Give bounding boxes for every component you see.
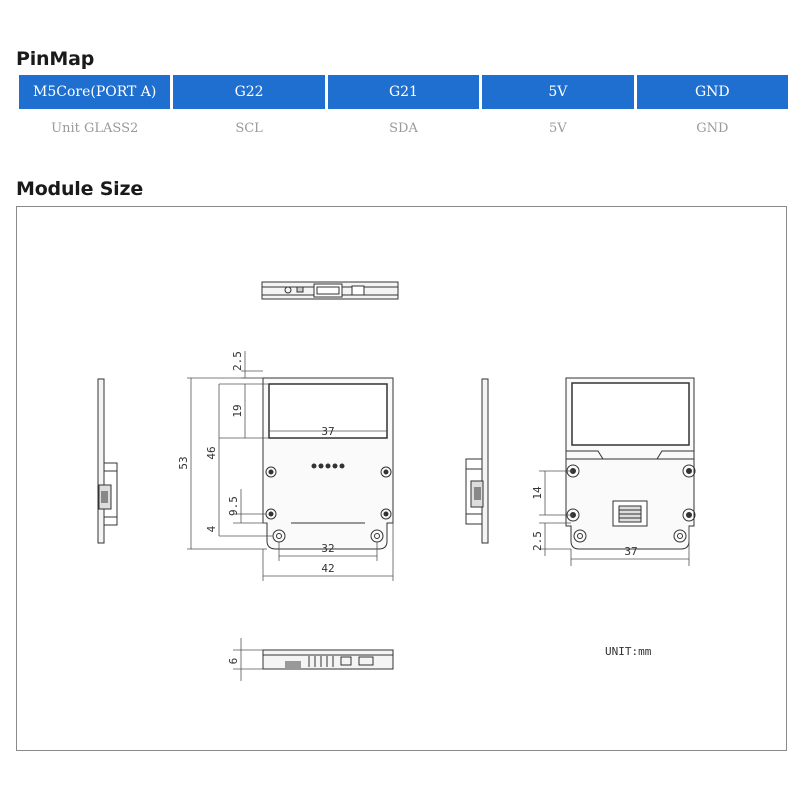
pinmap-cell: SCL: [235, 120, 263, 136]
right-side-view: [466, 379, 488, 543]
back-connector: [613, 501, 647, 526]
pinmap-cell: GND: [696, 120, 729, 136]
module-size-heading: Module Size: [16, 178, 144, 200]
pinmap-cell: SDA: [389, 120, 418, 136]
dim-53: 53: [177, 456, 190, 470]
dim-2-5-back: 2.5: [531, 531, 544, 551]
pinmap-table: [16, 75, 791, 147]
dim-4: 4: [205, 525, 218, 533]
dim-6: 6: [227, 657, 240, 665]
dim-42: 42: [321, 562, 335, 575]
module-size-drawing: [17, 207, 786, 750]
pinmap-cell: Unit GLASS2: [51, 120, 139, 136]
pinmap-header-cell: G21: [328, 75, 479, 109]
dim-37-back: 37: [624, 545, 638, 558]
pinmap-header-row: [19, 75, 788, 109]
dim-2-5-top: 2.5: [231, 351, 244, 371]
left-side-view: [98, 379, 117, 543]
dim-46: 46: [205, 446, 218, 460]
bottom-edge-view: [263, 650, 393, 669]
module-size-drawing-frame: [16, 206, 787, 751]
dim-19: 19: [231, 404, 244, 418]
pinmap-header-cell: G22: [173, 75, 324, 109]
dim-14: 14: [531, 486, 544, 500]
pinmap-header-cell: M5Core(PORT A): [19, 75, 170, 109]
dim-9-5: 9.5: [227, 496, 240, 516]
front-view: [263, 378, 393, 549]
pinmap-cell: 5V: [549, 120, 567, 136]
pinmap-header-cell: GND: [637, 75, 788, 109]
pinmap-data-row: [19, 109, 788, 147]
top-edge-view: [262, 282, 398, 299]
pinmap-header-cell: 5V: [482, 75, 633, 109]
pinmap-heading: PinMap: [16, 48, 95, 70]
unit-label: UNIT:mm: [605, 645, 652, 658]
dim-37-screen: 37: [321, 425, 335, 438]
back-view: [566, 378, 695, 549]
dim-32: 32: [321, 542, 335, 555]
